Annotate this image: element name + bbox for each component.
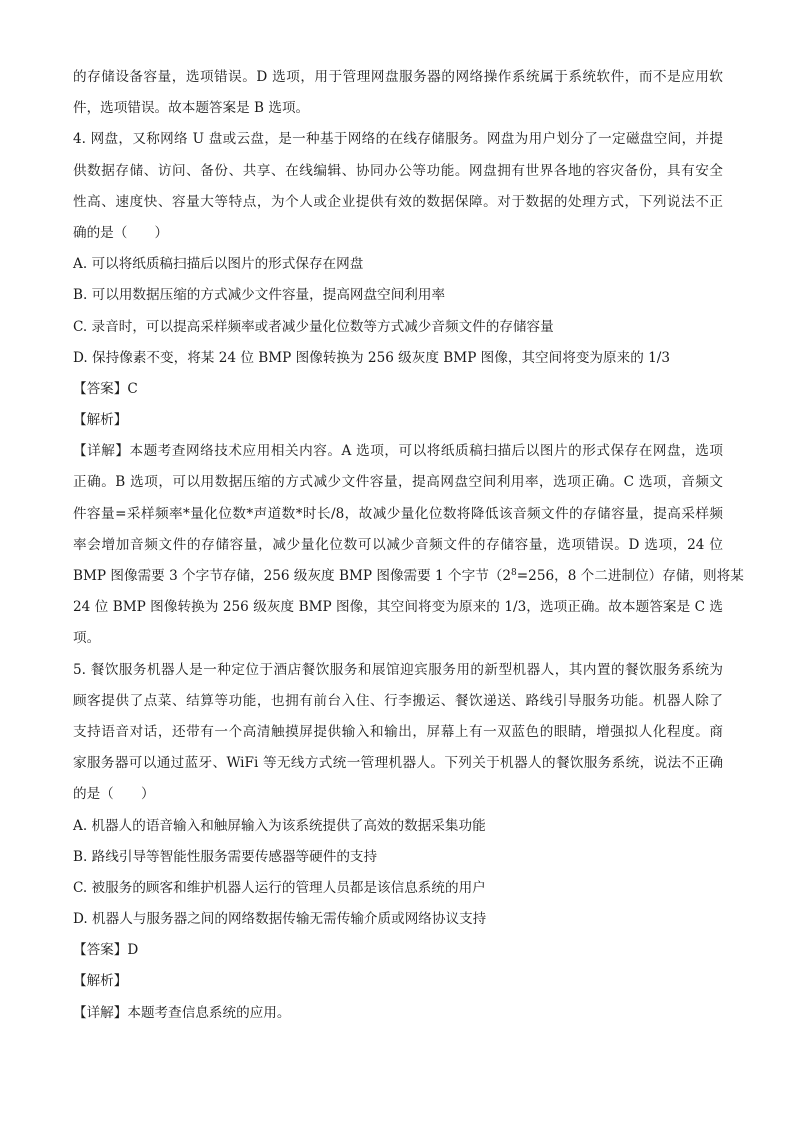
question-4-detail-line — [73, 561, 744, 592]
question-4-option-c: C. 录音时，可以提高采样频率或者减少量化位数等方式减少音频文件的存储容量 — [73, 318, 554, 335]
document-page — [73, 62, 744, 1029]
detail-text: BMP 图像需要 3 个字节存储，256 级灰度 BMP 图像需要 1 个字节（2 — [73, 568, 512, 584]
question-4-option-a: A. 可以将纸质稿扫描后以图片的形式保存在网盘 — [73, 256, 364, 273]
question-5-stem-line: 5. 餐饮服务机器人是一种定位于酒店餐饮服务和展馆迎宾服务用的新型机器人，其内置的餐饮服务系统为 — [73, 661, 723, 678]
question-4-stem-line: 4. 网盘，又称网络 U 盘或云盘，是一种基于网络的在线存储服务。网盘为用户划分了一定磁盘空间，并提 — [73, 131, 723, 148]
question-5-option-a: A. 机器人的语音输入和触屏输入为该系统提供了高效的数据采集功能 — [73, 817, 486, 834]
question-5-option-b: B. 路线引导等智能性服务需要传感器等硬件的支持 — [73, 848, 378, 865]
answer-value: D — [127, 942, 139, 959]
question-5-answer — [73, 935, 723, 966]
question-4-detail-line: 【详解】本题考查网络技术应用相关内容。A 选项，可以将纸质稿扫描后以图片的形式保存在网盘，选项 — [73, 443, 723, 460]
question-5-detail-line: 【详解】本题考查信息系统的应用。 — [73, 1004, 291, 1021]
question-4-stem-line: 性高、速度快、容量大等特点，为个人或企业提供有效的数据保障。对于数据的处理方式，下列说法不正 — [73, 193, 723, 210]
detail-text: =256，8 个二进制位）存储，则将某 — [516, 568, 744, 584]
question-4-detail-line: 24 位 BMP 图像转换为 256 级灰度 BMP 图像，其空间将变为原来的 1/3，选项正确。故本题答案是 C 选 — [73, 599, 723, 616]
text-line: 件，选项错误。故本题答案是 B 选项。 — [73, 100, 310, 117]
question-5-stem-line: 顾客提供了点菜、结算等功能，也拥有前台入住、行李搬运、餐饮递送、路线引导服务功能。机器人除了 — [73, 692, 723, 709]
question-5-option-c: C. 被服务的顾客和维护机器人运行的管理人员都是该信息系统的用户 — [73, 879, 486, 896]
question-4-detail-line: 件容量=采样频率*量化位数*声道数*时长/8，故减少量化位数将降低该音频文件的存储容量，提高采样频 — [73, 505, 723, 522]
question-4-option-b: B. 可以用数据压缩的方式减少文件容量，提高网盘空间利用率 — [73, 287, 446, 304]
question-4-stem-line: 确的是（ ） — [73, 224, 169, 241]
answer-label: 【答案】 — [73, 380, 128, 397]
text-line: 的存储设备容量，选项错误。D 选项，用于管理网盘服务器的网络操作系统属于系统软件，而不是应用软 — [73, 69, 723, 85]
superscript-exponent: 8 — [511, 568, 517, 578]
question-4-stem-line: 供数据存储、访问、备份、共享、在线编辑、协同办公等功能。网盘拥有世界各地的容灾备份，具有安全 — [73, 162, 723, 179]
question-4-analysis-label: 【解析】 — [73, 412, 128, 429]
question-4-detail-line: 正确。B 选项，可以用数据压缩的方式减少文件容量，提高网盘空间利用率，选项正确。C 选项，音频文 — [73, 474, 723, 491]
question-4-option-d: D. 保持像素不变，将某 24 位 BMP 图像转换为 256 级灰度 BMP 图像，其空间将变为原来的 1/3 — [73, 349, 670, 366]
question-5-stem-line: 家服务器可以通过蓝牙、WiFi 等无线方式统一管理机器人。下列关于机器人的餐饮服务系统，说法不正确 — [73, 755, 723, 772]
answer-label: 【答案】 — [73, 942, 128, 959]
question-5-stem-line: 的是（ ） — [73, 786, 155, 803]
question-4-answer — [73, 374, 723, 405]
answer-value: C — [127, 380, 138, 397]
question-5-analysis-label: 【解析】 — [73, 973, 128, 990]
question-5-stem-line: 支持语音对话，还带有一个高清触摸屏提供输入和输出，屏幕上有一双蓝色的眼睛，增强拟人化程度。商 — [73, 723, 723, 740]
question-4-detail-line: 项。 — [73, 630, 101, 647]
question-4-detail-line: 率会增加音频文件的存储容量，减少量化位数可以减少音频文件的存储容量，选项错误。D 选项，24 位 — [73, 536, 723, 553]
question-5-option-d: D. 机器人与服务器之间的网络数据传输无需传输介质或网络协议支持 — [73, 911, 487, 928]
